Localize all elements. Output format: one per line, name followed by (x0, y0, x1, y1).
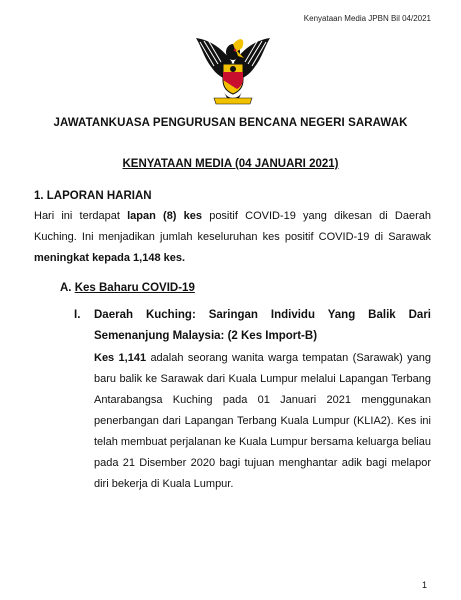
case-detail-paragraph (94, 348, 431, 495)
case-number: Kes 1,141 (94, 352, 147, 364)
subsection-title: Kes Baharu COVID-19 (74, 282, 195, 294)
paragraph-bold-text: lapan (8) kes (127, 210, 203, 222)
item-title: Daerah Kuching: Saringan Individu Yang Balik Dari Semenanjung Malaysia: (2 Kes Import-B) (94, 309, 431, 342)
committee-title: JAWATANKUASA PENGURUSAN BENCANA NEGERI SARAWAK (53, 117, 408, 129)
statement-title: KENYATAAN MEDIA (04 JANUARI 2021) (122, 158, 339, 170)
sarawak-coat-of-arms-icon (192, 28, 274, 110)
paragraph-text: Hari ini terdapat (34, 210, 128, 222)
document-reference: Kenyataan Media JPBN Bil 04/2021 (303, 14, 431, 23)
subsection-prefix: A. (60, 282, 75, 294)
case-item-heading (74, 305, 431, 347)
paragraph-text: adalah seorang wanita warga tempatan (Sarawak) yang baru balik ke Sarawak dari Kuala Lumpur melalui Lapangan Terbang Antarabangsa Kuching pada 01 Januari 2021 menggunakan penerbangan dari Lapangan Terbang Kuala Lumpur (KLIA2). Kes ini telah membuat perjalanan ke Kuala Lumpur bersama keluarga beliau pada 21 Disember 2020 bagi tujuan menghantar adik bagi melapor diri bekerja di Kuala Lumpur. (94, 352, 431, 490)
daily-report-paragraph (34, 206, 431, 269)
page-number: 1 (421, 580, 427, 590)
item-numeral: I. (74, 309, 81, 321)
subsection-heading-new-cases (60, 282, 195, 294)
section-heading-daily-report: 1. LAPORAN HARIAN (34, 190, 152, 202)
paragraph-bold-text: meningkat kepada 1,148 kes. (34, 252, 186, 264)
paragraph-text: positif COVID-19 yang dikesan di Daerah Kuching. Ini menjadikan jumlah keseluruhan kes positif COVID-19 di Sarawak (34, 210, 432, 243)
